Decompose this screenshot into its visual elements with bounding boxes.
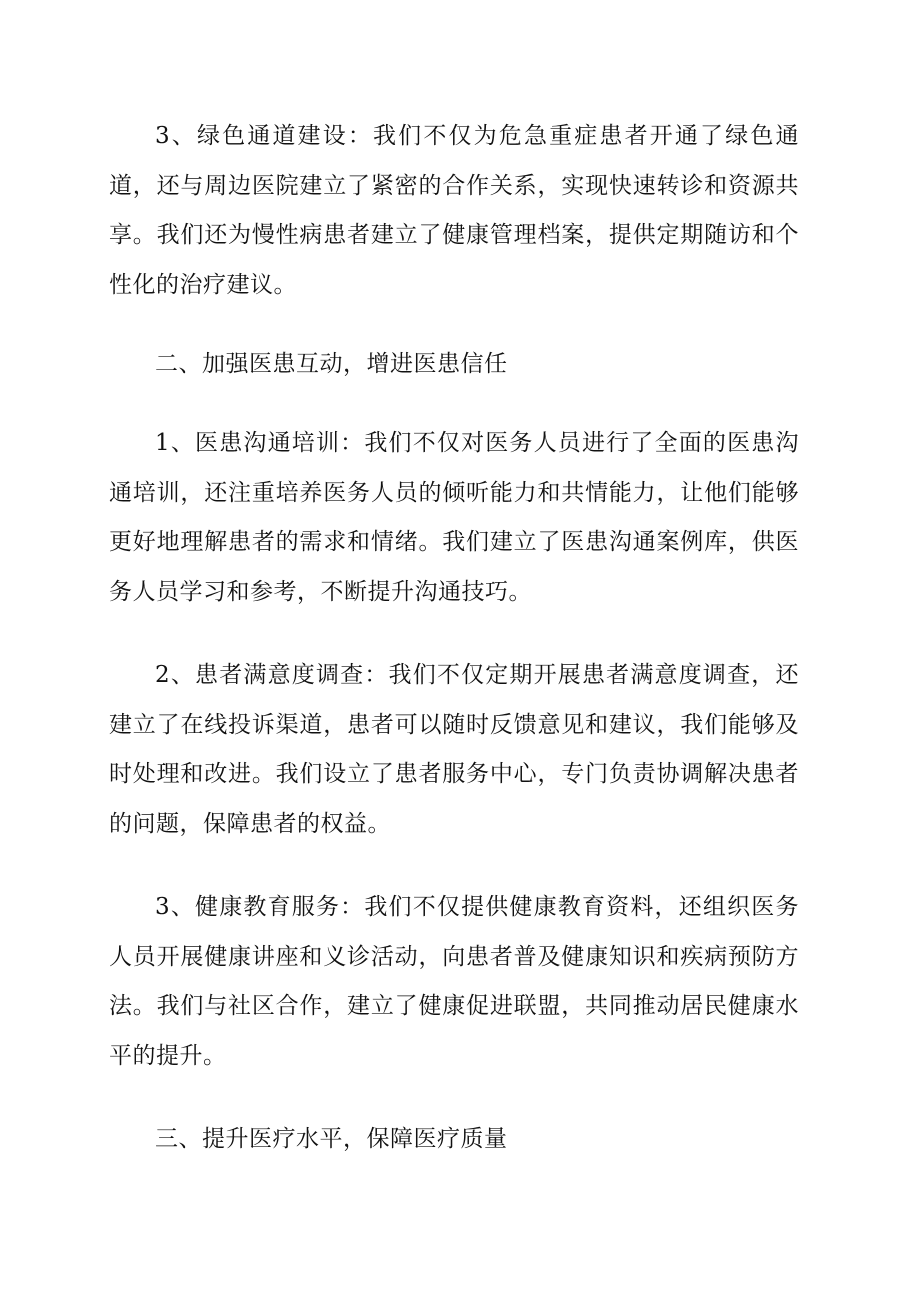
section-heading-doctor-patient-interaction: 二、加强医患互动，增进医患信任 bbox=[155, 351, 508, 377]
paragraph-green-channel: 3、绿色通道建设：我们不仅为危急重症患者开通了绿色通道，还与周边医院建立了紧密的合作关系，实现快速转诊和资源共享。我们还为慢性病患者建立了健康管理档案，提供定期随访和个性化的治疗建议。 bbox=[109, 123, 799, 298]
paragraph-satisfaction-survey: 2、患者满意度调查：我们不仅定期开展患者满意度调查，还建立了在线投诉渠道，患者可以随时反馈意见和建议，我们能够及时处理和改进。我们设立了患者服务中心，专门负责协调解决患者的问题，保障患者的权益。 bbox=[109, 662, 799, 837]
section-heading-medical-quality: 三、提升医疗水平，保障医疗质量 bbox=[155, 1126, 508, 1152]
paragraph-communication-training: 1、医患沟通培训：我们不仅对医务人员进行了全面的医患沟通培训，还注重培养医务人员的倾听能力和共情能力，让他们能够更好地理解患者的需求和情绪。我们建立了医患沟通案例库，供医务人员学习和参考，不断提升沟通技巧。 bbox=[109, 430, 799, 605]
paragraph-health-education: 3、健康教育服务：我们不仅提供健康教育资料，还组织医务人员开展健康讲座和义诊活动，向患者普及健康知识和疾病预防方法。我们与社区合作，建立了健康促进联盟，共同推动居民健康水平的提升。 bbox=[109, 894, 799, 1069]
